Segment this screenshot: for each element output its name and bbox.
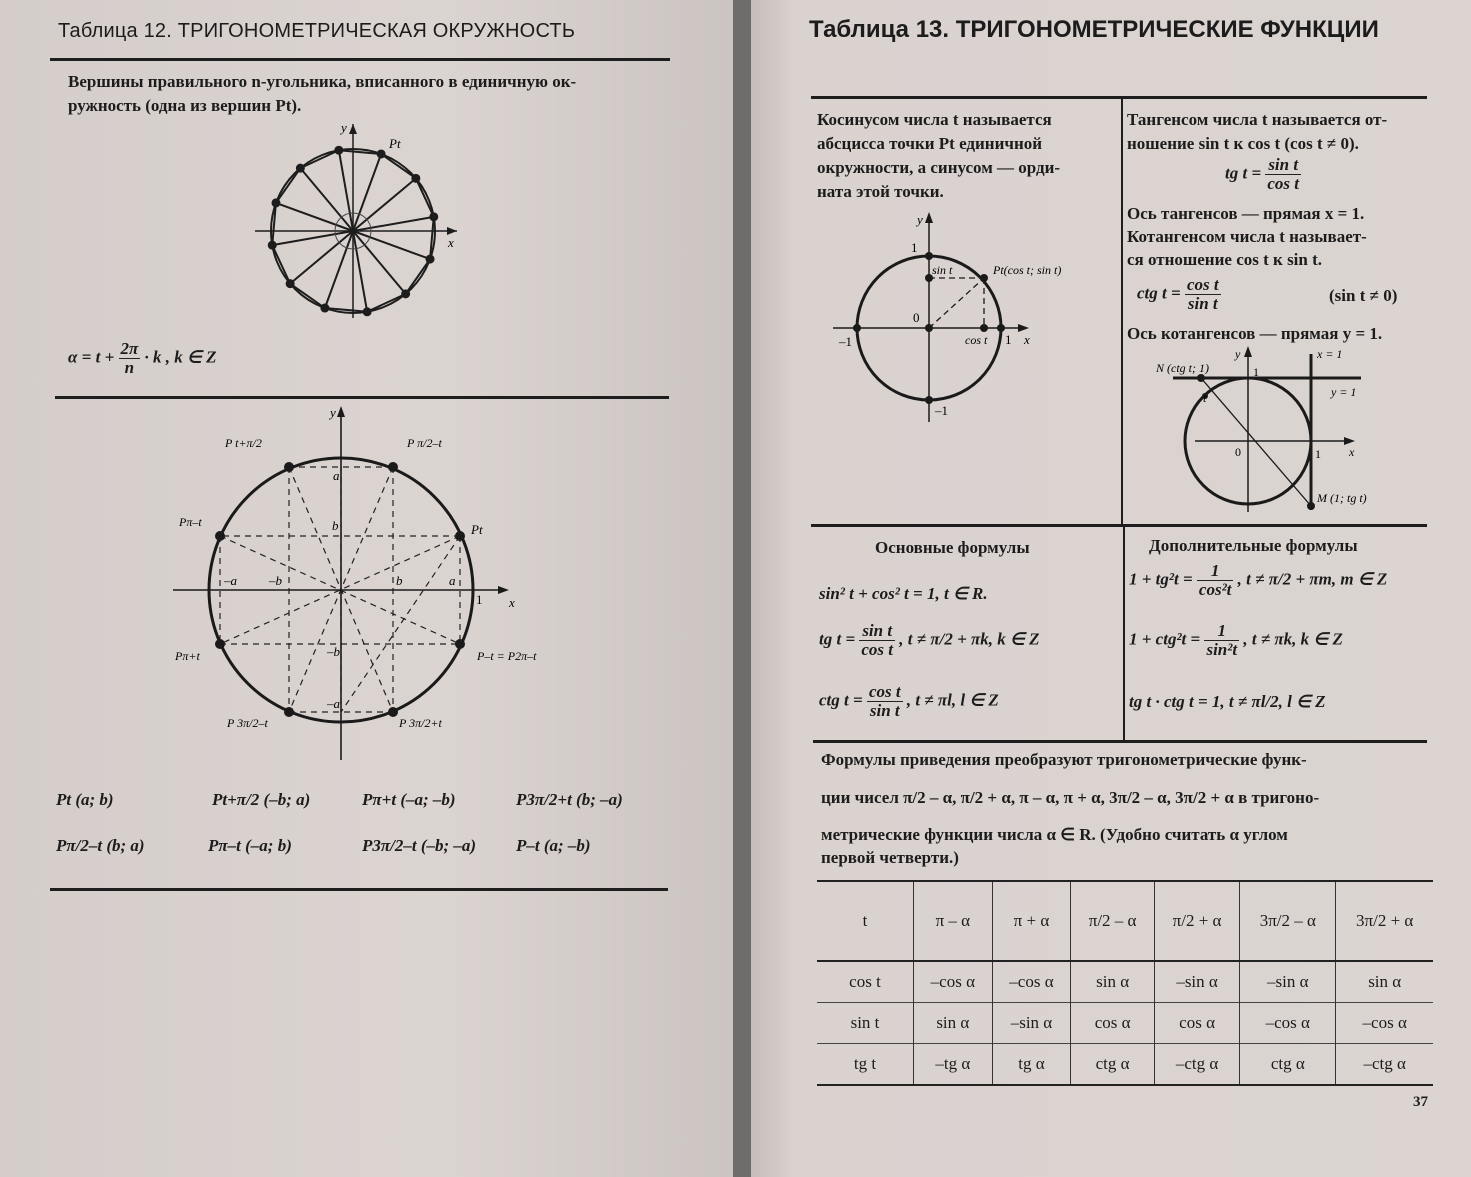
tg-def-den: cos t [1267,173,1300,193]
fig1-vertex [335,147,342,154]
alpha-num: 2π [120,339,139,358]
fig2-p-half-minus: P π/2–t [407,436,442,450]
fig2-p-minus-t: P–t = P2π–t [477,649,537,663]
basic-f2-rhs: , t ≠ π/2 + πk, k ∈ Z [899,629,1040,649]
extra-f2 [1129,622,1343,659]
cos-def-3: окружности, а синусом — орди- [817,158,1061,177]
fig1-vertex [272,199,279,206]
alpha-formula [68,340,217,377]
header-cell: π – α [914,881,993,961]
basic-formulas-title: Основные формулы [875,538,1030,557]
fig3-m1x: –1 [839,334,852,349]
reduction-rule [813,740,1427,743]
header-cell: 3π/2 – α [1240,881,1336,961]
fig1-vertex [427,256,434,263]
basic-f1: sin² t + cos² t = 1, t ∈ R. [819,584,988,603]
table-row [817,1044,1433,1086]
fig1-pt-label: Pt [389,136,401,151]
fig1-vertex [378,150,385,157]
fig1-vertex [402,290,409,297]
basic-f2-num: sin t [859,622,895,641]
table-cell: sin α [914,1003,993,1044]
fig2-y: y [330,405,336,420]
cos-def-2: абсцисса точки Pt единичной [817,134,1043,153]
fig2-ma-bottom: –a [327,696,340,711]
tg-def-num: sin t [1265,156,1301,175]
extra-formulas-title: Дополнительные формулы [1149,536,1358,555]
fig4-one-x: 1 [1315,447,1321,461]
ctg-def-num: cos t [1186,275,1219,294]
table-cell: –sin α [1240,961,1336,1003]
ctg-def-cond: (sin t ≠ 0) [1329,286,1398,305]
fig3-pt: Pt(cos t; sin t) [993,263,1062,277]
fig3-one-y: 1 [911,240,918,255]
fig2-p-3half-plus: P 3π/2+t [399,716,442,730]
fig2-mb-left: –b [269,573,282,588]
header-cell: 3π/2 + α [1336,881,1433,961]
fig4-n: N (ctg t; 1) [1156,361,1209,375]
fig1-x-label: x [448,235,454,250]
table-cell: –ctg α [1336,1044,1433,1086]
fig1-vertex [287,280,294,287]
basic-f3-lhs: ctg t = [819,690,863,710]
fig3-sint: sin t [932,263,953,277]
fig2-x: x [509,595,515,610]
fig2-p-3half-minus: P 3π/2–t [227,716,268,730]
fig3-m1y: –1 [935,403,948,418]
table-cell: –sin α [1154,961,1239,1003]
basic-f2-den: cos t [861,639,894,659]
extra-f2-lhs: 1 + ctg²t = [1129,629,1201,649]
table-cell: –cos α [992,961,1071,1003]
reduction-text-4: первой четверти.) [821,848,959,867]
fig2-p-pi-minus-t: Pπ–t [179,515,202,529]
tg-def-lhs: tg t = [1225,163,1262,183]
basic-f3-num: cos t [868,682,901,701]
extra-f2-den: sin²t [1206,639,1238,659]
coord-5: Pπ–t (–a; b) [208,836,292,855]
fig1-y-label: y [341,120,347,135]
vertical-rule-mid [1123,527,1125,740]
unit-circle-figure [829,210,1062,425]
fig2-p-pi-plus-t: Pπ+t [175,649,200,663]
fig4-one-y: 1 [1253,365,1259,379]
fig2-ma-left: –a [224,573,237,588]
cot-def-1: Котангенсом числа t называет- [1127,227,1367,246]
coord-6: P3π/2–t (–b; –a) [362,836,477,855]
extra-f2-num: 1 [1204,622,1239,641]
coord-4: Pπ/2–t (b; a) [56,836,145,855]
fig3-x: x [1024,332,1030,347]
table-cell: ctg α [1240,1044,1336,1086]
table-cell: tg α [992,1044,1071,1086]
fig1-radius [353,217,434,231]
tangent-axes-figure [1151,344,1371,514]
table-cell: sin α [1071,961,1155,1003]
coord-2: Pπ+t (–a; –b) [362,790,456,809]
cot-axis: Ось котангенсов — прямая y = 1. [1127,324,1383,343]
coord-7: P–t (a; –b) [516,836,591,855]
extra-f1-den: cos²t [1198,579,1232,599]
fig4-t: t [1203,391,1207,405]
ctg-def-formula [1137,276,1221,313]
header-cell: t [817,881,914,961]
table-12-title: Таблица 12. ТРИГОНОМЕТРИЧЕСКАЯ ОКРУЖНОСТЬ [58,20,576,42]
fig3-cost: cos t [965,333,988,347]
fig4-y1: y = 1 [1331,385,1357,399]
tg-def-formula [1225,156,1301,193]
section-rule-2 [50,888,668,891]
reduction-text-2: ции чисел π/2 – α, π/2 + α, π – α, π + α, 3π/2 – α, 3π/2 + α в тригоно- [821,788,1320,807]
table-cell: –cos α [1336,1003,1433,1044]
header-cell: π + α [992,881,1071,961]
alpha-lhs: α = t + [68,347,115,367]
fig2-mb-bottom: –b [327,644,340,659]
fig1-vertex [269,242,276,249]
title-rule [50,58,670,61]
reduction-text-3: метрические функции числа α ∈ R. (Удобно считать α углом [821,825,1288,844]
table-cell: –tg α [914,1044,993,1086]
coord-3: P3π/2+t (b; –a) [516,790,623,809]
fig3-y: y [917,212,923,227]
extra-f2-rhs: , t ≠ πk, k ∈ Z [1243,629,1343,649]
tan-def-2: ношение sin t к cos t (cos t ≠ 0). [1127,134,1359,153]
basic-f3-den: sin t [869,700,900,720]
fig1-radius [272,231,353,245]
table-cell: ctg α [1071,1044,1155,1086]
table-cell: cos α [1154,1003,1239,1044]
fig1-radius [353,231,367,312]
fig4-x: x [1349,445,1355,459]
symmetry-circle-figure [165,402,535,764]
table-cell: sin α [1336,961,1433,1003]
ctg-def-den: sin t [1187,293,1218,313]
alpha-den: n [124,357,135,377]
polygon-figure [245,118,475,318]
mid-rule [811,524,1427,527]
fig1-radius [339,150,353,231]
table-cell: –cos α [1240,1003,1336,1044]
reduction-header-row [817,881,1433,961]
fig2-b-right: b [396,573,403,588]
basic-f2 [819,622,1040,659]
fig3-one-x: 1 [1005,332,1012,347]
cos-def-1: Косинусом числа t называется [817,110,1052,129]
extra-f3: tg t · ctg t = 1, t ≠ πl/2, l ∈ Z [1129,692,1326,711]
reduction-table [817,880,1433,1086]
page-number: 37 [1413,1094,1428,1110]
fig2-p-half-plus: P t+π/2 [225,436,262,450]
extra-f1-num: 1 [1197,562,1233,581]
coord-1: Pt+π/2 (–b; a) [212,790,311,809]
fig1-vertex [297,165,304,172]
reduction-text-1: Формулы приведения преобразуют тригонометрические функ- [821,750,1307,769]
tan-axis: Ось тангенсов — прямая x = 1. [1127,204,1365,223]
fig2-pt: Pt [471,522,483,537]
ctg-def-lhs: ctg t = [1137,283,1181,303]
basic-f3-rhs: , t ≠ πl, l ∈ Z [906,690,999,710]
cos-def-4: ната этой точки. [817,182,944,201]
vertical-rule-top [1121,99,1123,524]
basic-f2-lhs: tg t = [819,629,856,649]
fig4-m: M (1; tg t) [1317,491,1367,505]
table-cell: –sin α [992,1003,1071,1044]
intro-line-2: ружность (одна из вершин Pt). [68,96,302,115]
section-rule-1 [55,396,669,399]
top-rule [811,96,1427,99]
fig1-vertex [412,175,419,182]
alpha-rhs: · k , k ∈ Z [144,347,217,367]
fig4-x1: x = 1 [1317,347,1343,361]
basic-f3 [819,683,999,720]
cot-def-2: ся отношение cos t к sin t. [1127,250,1323,269]
fig2-b-top: b [332,518,339,533]
header-cell: π/2 + α [1154,881,1239,961]
right-page [751,0,1471,1177]
tan-def-1: Тангенсом числа t называется от- [1127,110,1388,129]
table-cell: –ctg α [1154,1044,1239,1086]
fig2-a-top: a [333,468,340,483]
fig4-y: y [1235,347,1241,361]
fig1-vertex [364,308,371,315]
fig2-a-right: a [449,573,456,588]
coord-0: Pt (a; b) [56,790,114,809]
row-label: tg t [817,1044,914,1086]
extra-f1-lhs: 1 + tg²t = [1129,569,1193,589]
left-page [0,0,733,1177]
table-row [817,1003,1433,1044]
fig2-one: 1 [476,592,483,607]
extra-f1-rhs: , t ≠ π/2 + πm, m ∈ Z [1237,569,1388,589]
table-cell: –cos α [914,961,993,1003]
extra-f1 [1129,562,1387,599]
table-13-title: Таблица 13. ТРИГОНОМЕТРИЧЕСКИЕ ФУНКЦИИ [809,16,1379,43]
fig1-vertex [430,213,437,220]
intro-line-1: Вершины правильного n-угольника, вписанного в единичную ок- [68,72,577,91]
table-cell: cos α [1071,1003,1155,1044]
row-label: cos t [817,961,914,1003]
row-label: sin t [817,1003,914,1044]
fig3-zero: 0 [913,310,920,325]
fig4-zero: 0 [1235,445,1241,459]
fig1-vertex [321,305,328,312]
table-row [817,961,1433,1003]
header-cell: π/2 – α [1071,881,1155,961]
